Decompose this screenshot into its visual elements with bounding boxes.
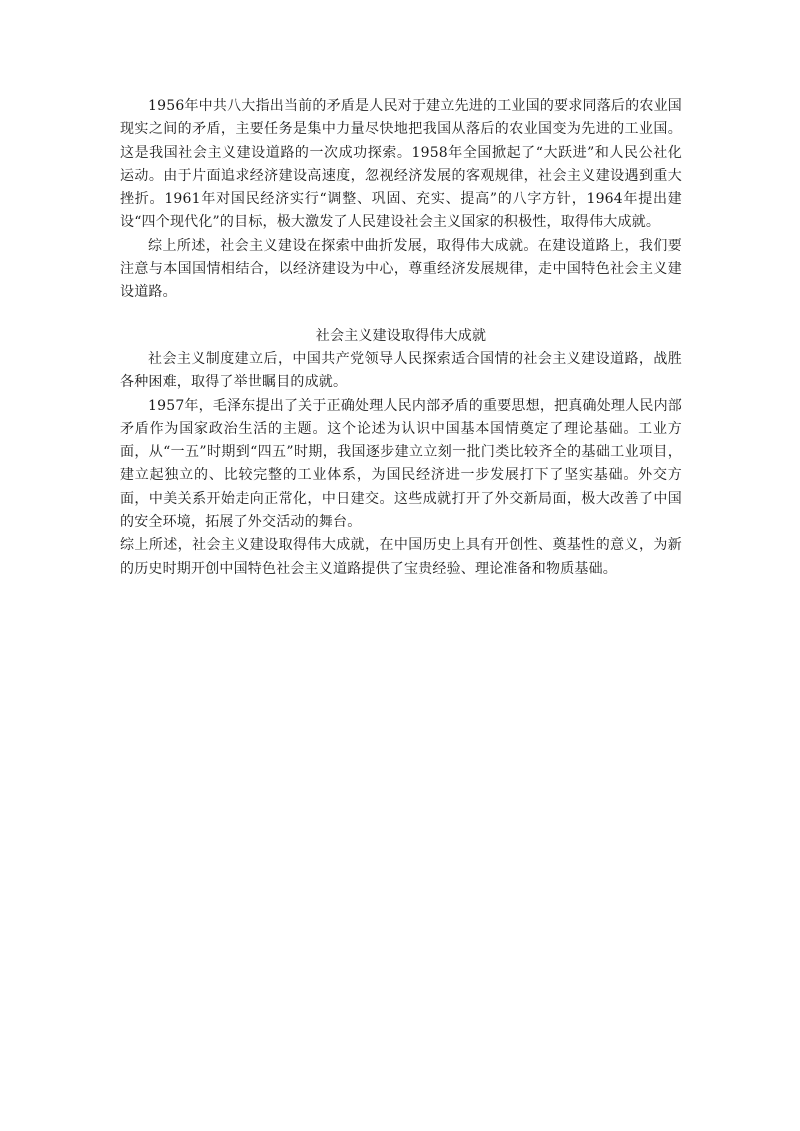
paragraph-achievements: 1957年，毛泽东提出了关于正确处理人民内部矛盾的重要思想，把真确处理人民内部矛盾作为国家政治生活的主题。这个论述为认识中国基本国情奠定了理论基础。工业方面，从“一五”时期到“四五”时期，我国逐步建立立刻一批门类比较齐全的基础工业项目，建立起独立的、比较完整的工业体系，为国民经济进一步发展打下了坚实基础。外交方面，中美关系开始走向正常化，中日建交。这些成就打开了外交新局面，极大改善了中国的安全环境，拓展了外交活动的舞台。 bbox=[120, 397, 682, 531]
document-body bbox=[120, 95, 682, 581]
section-title: 社会主义建设取得伟大成就 bbox=[315, 327, 487, 344]
paragraph-summary-1: 综上所述，社会主义建设在探索中曲折发展，取得伟大成就。在建设道路上，我们要注意与本国国情相结合，以经济建设为中心，尊重经济发展规律，走中国特色社会主义建设道路。 bbox=[120, 237, 682, 301]
section-gap bbox=[120, 305, 682, 325]
paragraph-exploration: 1956年中共八大指出当前的矛盾是人民对于建立先进的工业国的要求同落后的农业国现实之间的矛盾，主要任务是集中力量尽快地把我国从落后的农业国变为先进的工业国。这是我国社会主义建设道路的一次成功探索。1958年全国掀起了“大跃进”和人民公社化运动。由于片面追求经济建设高速度，忽视经济发展的客观规律，社会主义建设遇到重大挫折。1961年对国民经济实行“调整、巩固、充实、提高”的八字方针，1964年提出建设“四个现代化”的目标，极大激发了人民建设社会主义国家的积极性，取得伟大成就。 bbox=[120, 98, 682, 231]
paragraph-summary-2: 综上所述，社会主义建设取得伟大成就，在中国历史上具有开创性、奠基性的意义，为新的历史时期开创中国特色社会主义道路提供了宝贵经验、理论准备和物质基础。 bbox=[120, 537, 682, 577]
paragraph-intro: 社会主义制度建立后，中国共产党领导人民探索适合国情的社会主义建设道路，战胜各种困难，取得了举世瞩目的成就。 bbox=[120, 350, 682, 391]
